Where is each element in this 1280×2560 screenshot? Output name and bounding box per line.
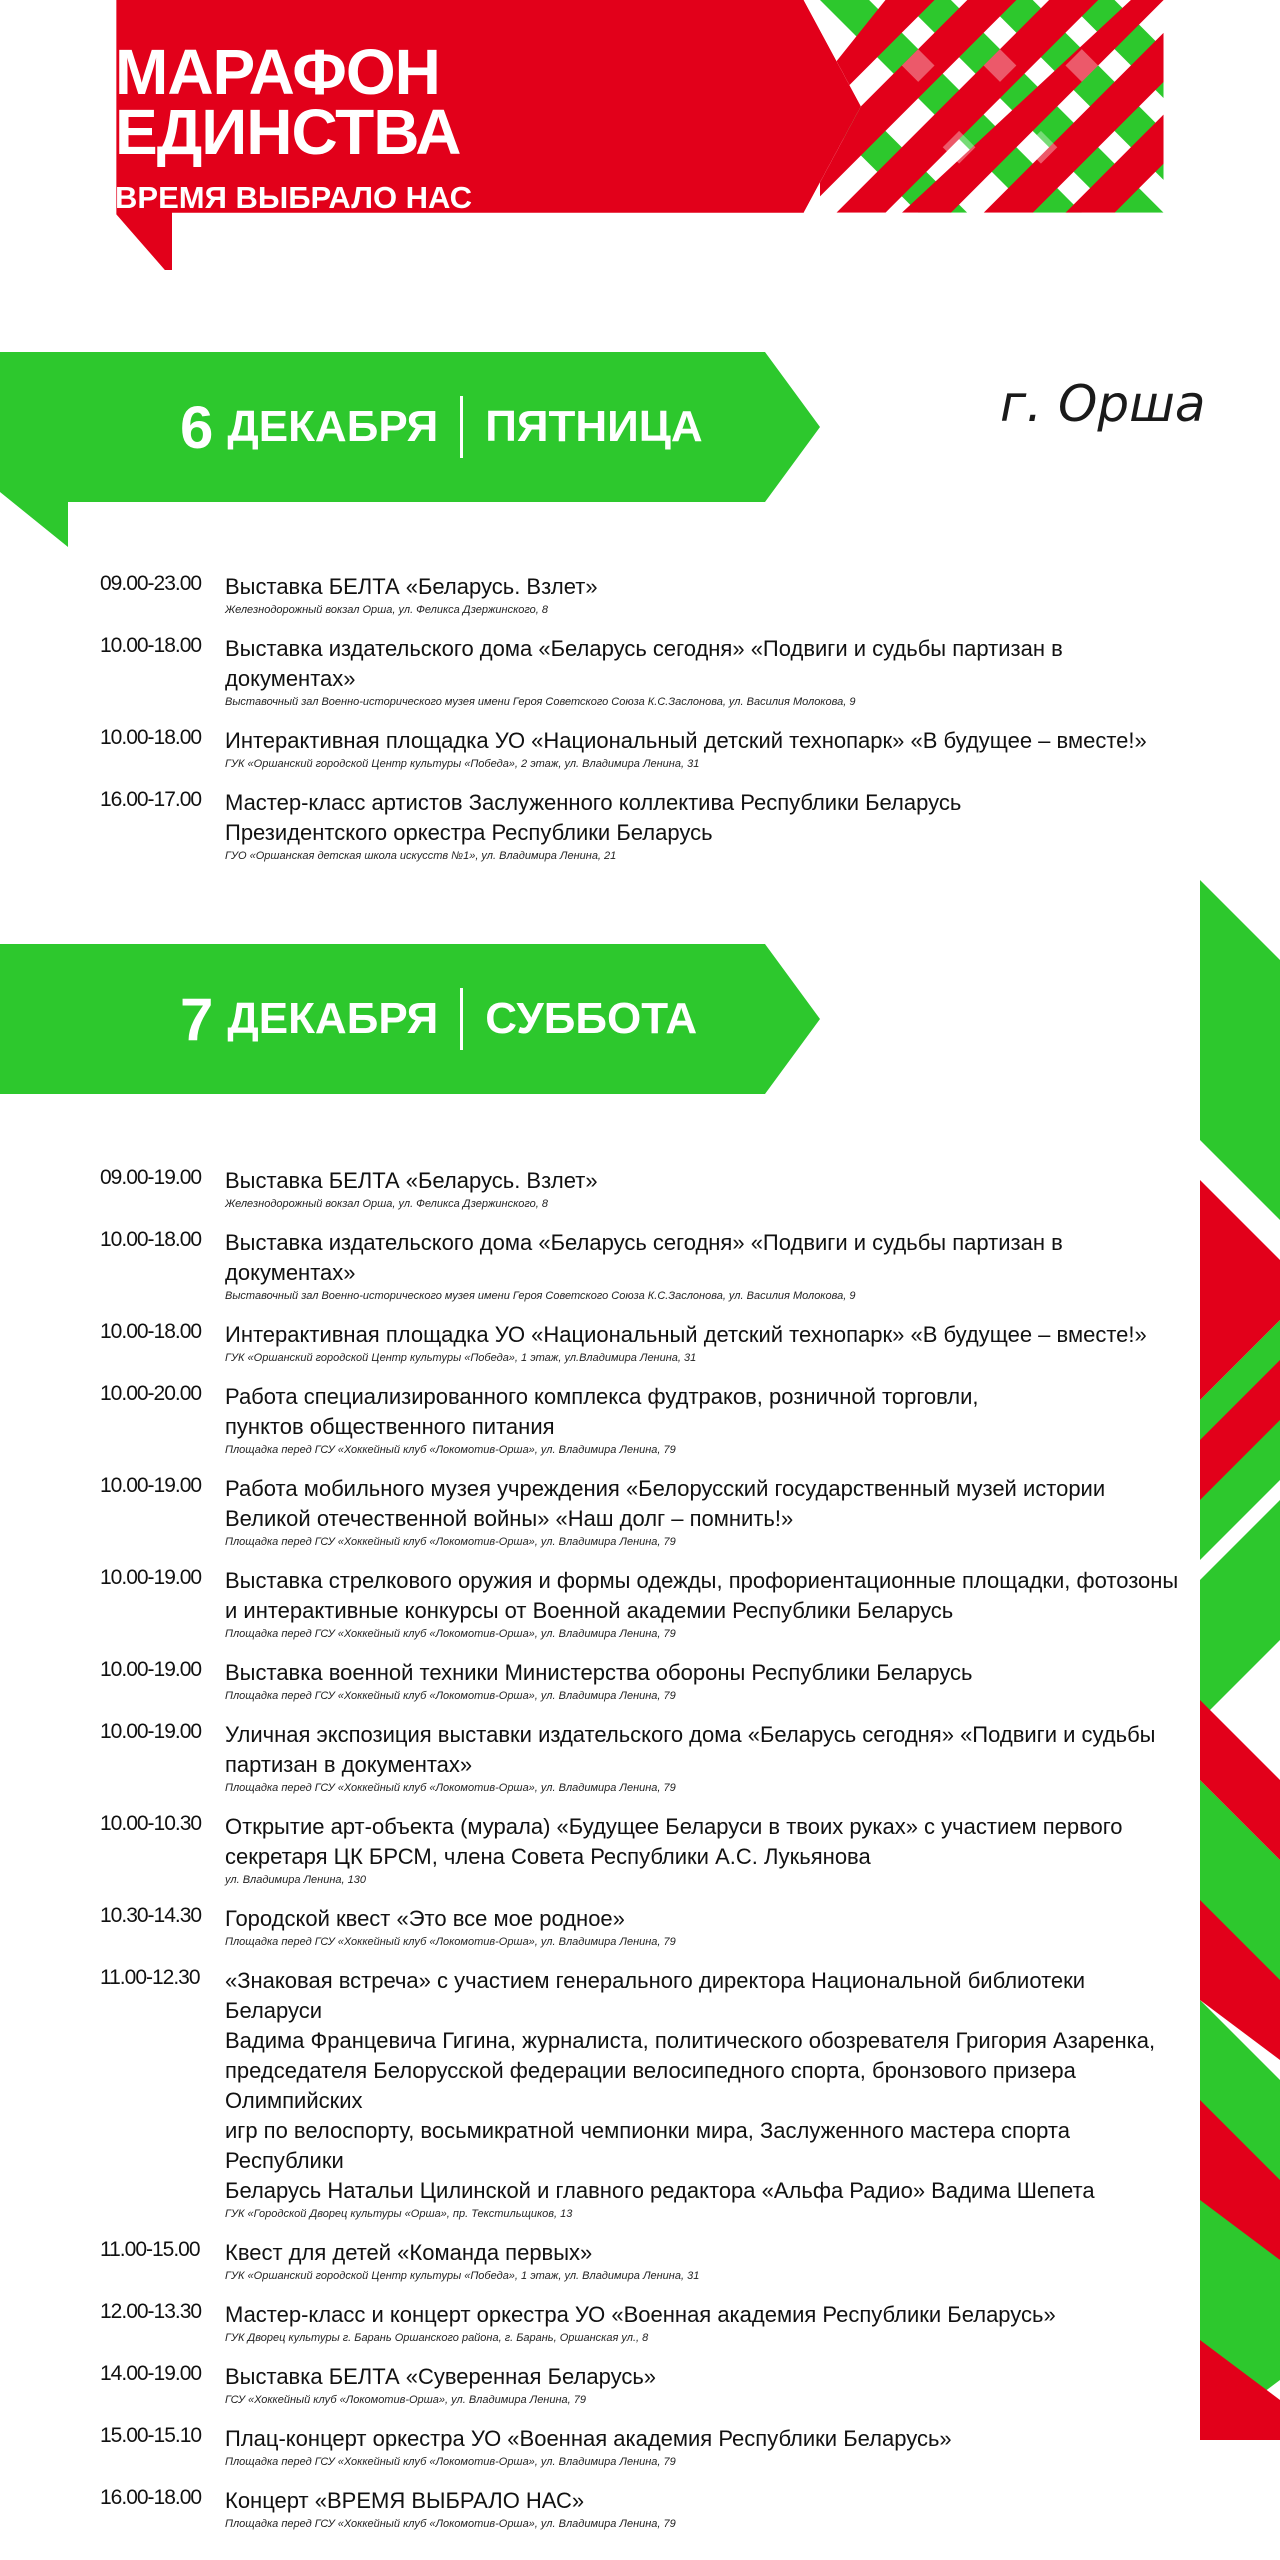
day-number: 6 bbox=[180, 393, 214, 461]
event-title-line: Работа мобильного музея учреждения «Белорусский государственный музей истории bbox=[225, 1476, 1106, 1501]
event-time: 10.00-19.00 bbox=[100, 1474, 202, 1497]
event-item bbox=[100, 726, 1180, 770]
event-title bbox=[225, 2486, 1180, 2516]
event-item bbox=[100, 1658, 1180, 1702]
day-weekday: ПЯТНИЦА bbox=[485, 402, 703, 451]
event-item bbox=[100, 1474, 1180, 1548]
event-title-line: Интерактивная площадка УО «Национальный детский технопарк» «В будущее – вместе!» bbox=[225, 728, 1147, 753]
event-time: 10.00-19.00 bbox=[100, 1658, 202, 1681]
event-title bbox=[225, 1228, 1180, 1288]
event-title-line: Уличная экспозиция выставки издательского дома «Беларусь сегодня» «Подвиги и судьбы bbox=[225, 1722, 1156, 1747]
event-title bbox=[225, 1812, 1180, 1872]
event-time: 16.00-17.00 bbox=[100, 788, 202, 811]
event-item bbox=[100, 788, 1180, 862]
event-item bbox=[100, 1566, 1180, 1640]
event-title bbox=[225, 2300, 1180, 2330]
event-location: Площадка перед ГСУ «Хоккейный клуб «Локомотив-Орша», ул. Владимира Ленина, 79 bbox=[225, 1936, 676, 1948]
day-divider bbox=[460, 396, 463, 458]
event-title-line: пунктов общественного питания bbox=[225, 1414, 555, 1439]
event-item bbox=[100, 1382, 1180, 1456]
event-title-line: Выставка военной техники Министерства обороны Республики Беларусь bbox=[225, 1660, 973, 1685]
event-title bbox=[225, 1966, 1180, 2206]
event-item bbox=[100, 2486, 1180, 2530]
event-location: Площадка перед ГСУ «Хоккейный клуб «Локомотив-Орша», ул. Владимира Ленина, 79 bbox=[225, 2518, 676, 2530]
event-title-line: Выставка издательского дома «Беларусь сегодня» «Подвиги и судьбы партизан в документах» bbox=[225, 636, 1063, 691]
event-location: Железнодорожный вокзал Орша, ул. Феликса Дзержинского, 8 bbox=[225, 604, 549, 616]
event-title-line: Работа специализированного комплекса фудтраков, розничной торговли, bbox=[225, 1384, 979, 1409]
event-title-line: Квест для детей «Команда первых» bbox=[225, 2240, 593, 2265]
event-item bbox=[100, 634, 1180, 708]
event-item bbox=[100, 1320, 1180, 1364]
city-label: г. Орша bbox=[1000, 375, 1206, 433]
event-title bbox=[225, 1720, 1180, 1780]
event-location: ГУК «Оршанский городской Центр культуры «Победа», 1 этаж, ул.Владимира Ленина, 31 bbox=[225, 1352, 697, 1364]
event-title-line: Президентского оркестра Республики Беларусь bbox=[225, 820, 713, 845]
event-time: 16.00-18.00 bbox=[100, 2486, 202, 2509]
event-time: 09.00-23.00 bbox=[100, 572, 202, 595]
event-item bbox=[100, 2300, 1180, 2344]
event-location: ГУК Дворец культуры г. Барань Оршанского района, г. Барань, Оршанская ул., 8 bbox=[225, 2332, 649, 2344]
event-item bbox=[100, 2238, 1180, 2282]
event-item bbox=[100, 572, 1180, 616]
event-title bbox=[225, 788, 1180, 848]
event-time: 10.00-20.00 bbox=[100, 1382, 202, 1405]
day-2-events bbox=[100, 1166, 1180, 2548]
event-location: ГУК «Оршанский городской Центр культуры «Победа», 2 этаж, ул. Владимира Ленина, 31 bbox=[225, 758, 700, 770]
side-decoration bbox=[1200, 880, 1280, 2440]
event-title bbox=[225, 2424, 1180, 2454]
event-title-line: секретаря ЦК БРСМ, члена Совета Республики А.С. Лукьянова bbox=[225, 1844, 871, 1869]
event-title-line: Беларусь Натальи Цилинской и главного редактора «Альфа Радио» Вадима Шепета bbox=[225, 2178, 1095, 2203]
event-location: ГУК «Оршанский городской Центр культуры «Победа», 1 этаж, ул. Владимира Ленина, 31 bbox=[225, 2270, 700, 2282]
event-title-line: Вадима Францевича Гигина, журналиста, политического обозревателя Григория Азаренка, bbox=[225, 2028, 1156, 2053]
event-title-line: Плац-концерт оркестра УО «Военная академия Республики Беларусь» bbox=[225, 2426, 952, 2451]
event-title bbox=[225, 1566, 1180, 1626]
event-location: Площадка перед ГСУ «Хоккейный клуб «Локомотив-Орша», ул. Владимира Ленина, 79 bbox=[225, 1536, 676, 1548]
event-time: 15.00-15.10 bbox=[100, 2424, 202, 2447]
event-title-line: Выставка БЕЛТА «Суверенная Беларусь» bbox=[225, 2364, 657, 2389]
event-time: 11.00-15.00 bbox=[100, 2238, 200, 2261]
event-location: ГУО «Оршанская детская школа искусств №1», ул. Владимира Ленина, 21 bbox=[225, 850, 617, 862]
event-item bbox=[100, 1720, 1180, 1794]
event-location: Выставочный зал Военно-исторического музея имени Героя Советского Союза К.С.Заслонова, ул. Василия Молокова, 9 bbox=[225, 696, 856, 708]
event-time: 10.30-14.30 bbox=[100, 1904, 202, 1927]
event-title-line: Выставка издательского дома «Беларусь сегодня» «Подвиги и судьбы партизан в документах» bbox=[225, 1230, 1063, 1285]
event-title-line: Мастер-класс артистов Заслуженного коллектива Республики Беларусь bbox=[225, 790, 962, 815]
event-location: ул. Владимира Ленина, 130 bbox=[225, 1874, 366, 1886]
event-time: 14.00-19.00 bbox=[100, 2362, 202, 2385]
event-time: 10.00-18.00 bbox=[100, 726, 202, 749]
event-title bbox=[225, 572, 1180, 602]
event-title bbox=[225, 1658, 1180, 1688]
event-location: Площадка перед ГСУ «Хоккейный клуб «Локомотив-Орша», ул. Владимира Ленина, 79 bbox=[225, 2456, 676, 2468]
event-item bbox=[100, 1966, 1180, 2220]
event-item bbox=[100, 1166, 1180, 1210]
event-title-line: Выставка БЕЛТА «Беларусь. Взлет» bbox=[225, 574, 598, 599]
event-title-line: Интерактивная площадка УО «Национальный детский технопарк» «В будущее – вместе!» bbox=[225, 1322, 1147, 1347]
event-item bbox=[100, 1812, 1180, 1886]
event-title bbox=[225, 1320, 1180, 1350]
event-title-line: Городской квест «Это все мое родное» bbox=[225, 1906, 625, 1931]
event-time: 10.00-19.00 bbox=[100, 1566, 202, 1589]
event-time: 10.00-18.00 bbox=[100, 1228, 202, 1251]
event-location: Площадка перед ГСУ «Хоккейный клуб «Локомотив-Орша», ул. Владимира Ленина, 79 bbox=[225, 1628, 676, 1640]
event-location: Площадка перед ГСУ «Хоккейный клуб «Локомотив-Орша», ул. Владимира Ленина, 79 bbox=[225, 1782, 676, 1794]
day-month: ДЕКАБРЯ bbox=[227, 994, 439, 1043]
event-title bbox=[225, 1474, 1180, 1534]
event-time: 10.00-10.30 bbox=[100, 1812, 202, 1835]
event-title-line: Великой отечественной войны» «Наш долг – помнить!» bbox=[225, 1506, 794, 1531]
event-title-line: Мастер-класс и концерт оркестра УО «Военная академия Республики Беларусь» bbox=[225, 2302, 1056, 2327]
event-title bbox=[225, 2362, 1180, 2392]
day-banner-2 bbox=[0, 944, 820, 1094]
day-banner-1 bbox=[0, 352, 820, 502]
event-title bbox=[225, 1382, 1180, 1442]
day-number: 7 bbox=[180, 985, 214, 1053]
event-item bbox=[100, 2362, 1180, 2406]
day-weekday: СУББОТА bbox=[485, 994, 698, 1043]
event-item bbox=[100, 2424, 1180, 2468]
event-time: 11.00-12.30 bbox=[100, 1966, 200, 1989]
event-title bbox=[225, 2238, 1180, 2268]
event-title-line: партизан в документах» bbox=[225, 1752, 473, 1777]
day-month: ДЕКАБРЯ bbox=[227, 402, 439, 451]
event-title-line: Выставка БЕЛТА «Беларусь. Взлет» bbox=[225, 1168, 598, 1193]
event-item bbox=[100, 1228, 1180, 1302]
event-title-line: игр по велоспорту, восьмикратной чемпионки мира, Заслуженного мастера спорта Республики bbox=[225, 2118, 1070, 2173]
event-item bbox=[100, 1904, 1180, 1948]
brand-title-line1: МАРАФОН bbox=[115, 36, 440, 108]
brand-title bbox=[115, 36, 461, 168]
event-location: ГСУ «Хоккейный клуб «Локомотив-Орша», ул. Владимира Ленина, 79 bbox=[225, 2394, 586, 2406]
event-time: 10.00-18.00 bbox=[100, 634, 202, 657]
event-time: 10.00-19.00 bbox=[100, 1720, 202, 1743]
event-location: Железнодорожный вокзал Орша, ул. Феликса Дзержинского, 8 bbox=[225, 1198, 549, 1210]
event-title bbox=[225, 1166, 1180, 1196]
event-title-line: «Знаковая встреча» с участием генерального директора Национальной библиотеки Беларуси bbox=[225, 1968, 1086, 2023]
event-time: 12.00-13.30 bbox=[100, 2300, 202, 2323]
event-title bbox=[225, 726, 1180, 756]
event-title bbox=[225, 634, 1180, 694]
event-title-line: Концерт «ВРЕМЯ ВЫБРАЛО НАС» bbox=[225, 2488, 585, 2513]
event-location: Площадка перед ГСУ «Хоккейный клуб «Локомотив-Орша», ул. Владимира Ленина, 79 bbox=[225, 1690, 676, 1702]
event-time: 09.00-19.00 bbox=[100, 1166, 202, 1189]
event-location: Выставочный зал Военно-исторического музея имени Героя Советского Союза К.С.Заслонова, ул. Василия Молокова, 9 bbox=[225, 1290, 856, 1302]
brand-subtitle: ВРЕМЯ ВЫБРАЛО НАС bbox=[115, 180, 473, 215]
day-divider bbox=[460, 988, 463, 1050]
event-title-line: Выставка стрелкового оружия и формы одежды, профориентационные площадки, фотозоны bbox=[225, 1568, 1179, 1593]
event-location: ГУК «Городской Дворец культуры «Орша», пр. Текстильщиков, 13 bbox=[225, 2208, 573, 2220]
event-title-line: председателя Белорусской федерации велосипедного спорта, бронзового призера Олимпийских bbox=[225, 2058, 1076, 2113]
event-time: 10.00-18.00 bbox=[100, 1320, 202, 1343]
event-title bbox=[225, 1904, 1180, 1934]
brand-title-line2: ЕДИНСТВА bbox=[115, 96, 461, 168]
day-1-events bbox=[100, 572, 1180, 880]
event-title-line: Открытие арт-объекта (мурала) «Будущее Беларуси в твоих руках» с участием первого bbox=[225, 1814, 1123, 1839]
event-title-line: и интерактивные конкурсы от Военной академии Республики Беларусь bbox=[225, 1598, 954, 1623]
event-location: Площадка перед ГСУ «Хоккейный клуб «Локомотив-Орша», ул. Владимира Ленина, 79 bbox=[225, 1444, 676, 1456]
